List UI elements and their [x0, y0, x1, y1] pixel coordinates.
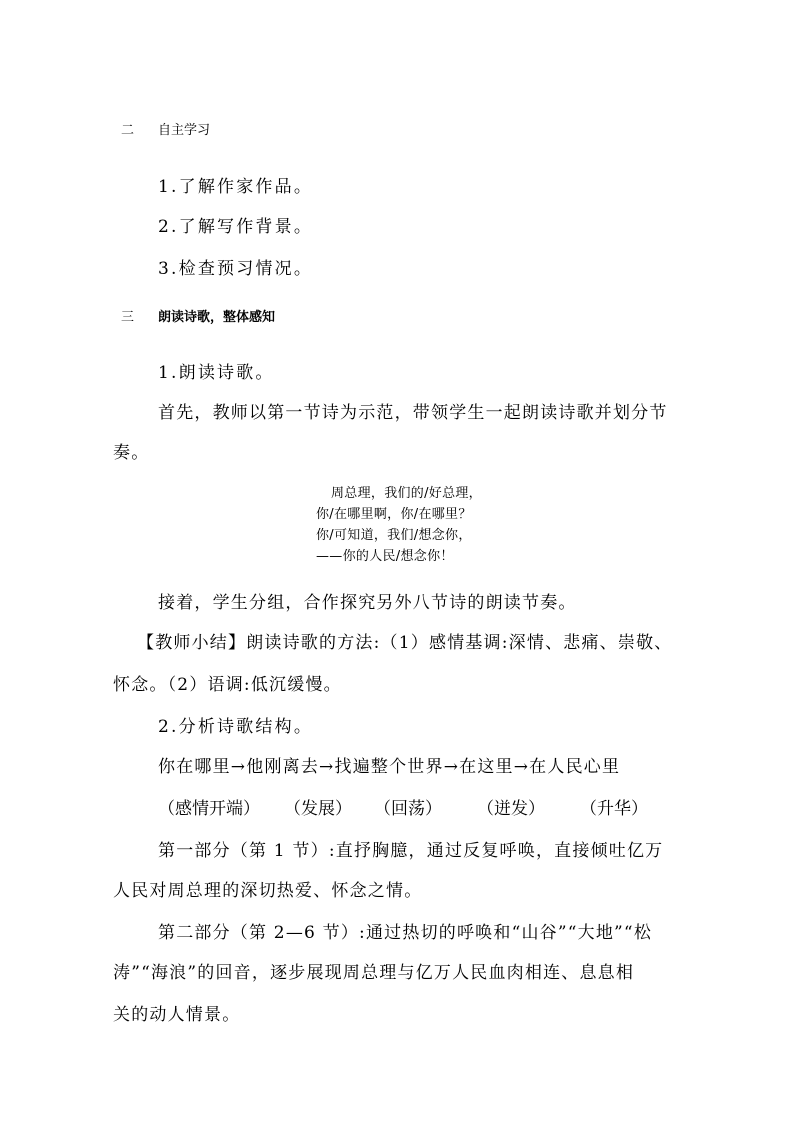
poem-line-2: 你/在哪里啊，你/在哪里？: [316, 507, 472, 522]
paragraph-1-line-2: 奏。: [113, 443, 150, 463]
part-1-line-1: 第一部分（第 1 节）:直抒胸臆，通过反复呼唤，直接倾吐亿万: [158, 841, 664, 861]
step-1-heading: 1.朗读诗歌。: [158, 363, 275, 383]
step-2-heading: 2.分析诗歌结构。: [158, 717, 314, 737]
part-2-line-1: 第二部分（第 2—6 节）:通过热切的呼唤和“山谷”“大地”“松: [158, 923, 653, 943]
poem-line-4: ——你的人民/想念你！: [316, 549, 454, 564]
part-1-line-2: 人民对周总理的深切热爱、怀念之情。: [113, 881, 423, 901]
poem-line-1: 周总理，我们的/好总理，: [331, 486, 482, 501]
section-two-title: 自主学习: [158, 123, 211, 138]
section-three-number: 三: [121, 310, 135, 325]
section-two-item-2: 2.了解写作背景。: [158, 217, 314, 237]
teacher-summary-line-2: 怀念。（2）语调:低沉缓慢。: [113, 675, 342, 695]
part-2-line-2: 涛”“海浪”的回音，逐步展现周总理与亿万人民血肉相连、息息相: [113, 963, 635, 983]
section-three-title: 朗读诗歌，整体感知: [158, 310, 276, 325]
part-2-line-3: 关的动人情景。: [113, 1005, 241, 1025]
section-two-item-1: 1.了解作家作品。: [158, 177, 314, 197]
stage-label: （感情开端）: [158, 799, 260, 819]
poem-line-3: 你/可知道，我们/想念你，: [316, 528, 472, 543]
paragraph-2: 接着，学生分组，合作探究另外八节诗的朗读节奏。: [158, 593, 577, 613]
section-two-item-3: 3.检查预习情况。: [158, 259, 314, 279]
teacher-summary-line-1: 【教师小结】朗读诗歌的方法:（1）感情基调:深情、悲痛、崇敬、: [137, 633, 673, 653]
stage-label: （迸发）: [477, 799, 545, 819]
paragraph-1-line-1: 首先，教师以第一节诗为示范，带领学生一起朗读诗歌并划分节: [158, 403, 668, 423]
stage-label: （升华）: [580, 799, 648, 819]
stage-label: （回荡）: [374, 799, 442, 819]
section-two-number: 二: [121, 123, 135, 138]
stage-label: （发展）: [284, 799, 352, 819]
structure-line: 你在哪里→他刚离去→找遍整个世界→在这里→在人民心里: [158, 757, 621, 777]
